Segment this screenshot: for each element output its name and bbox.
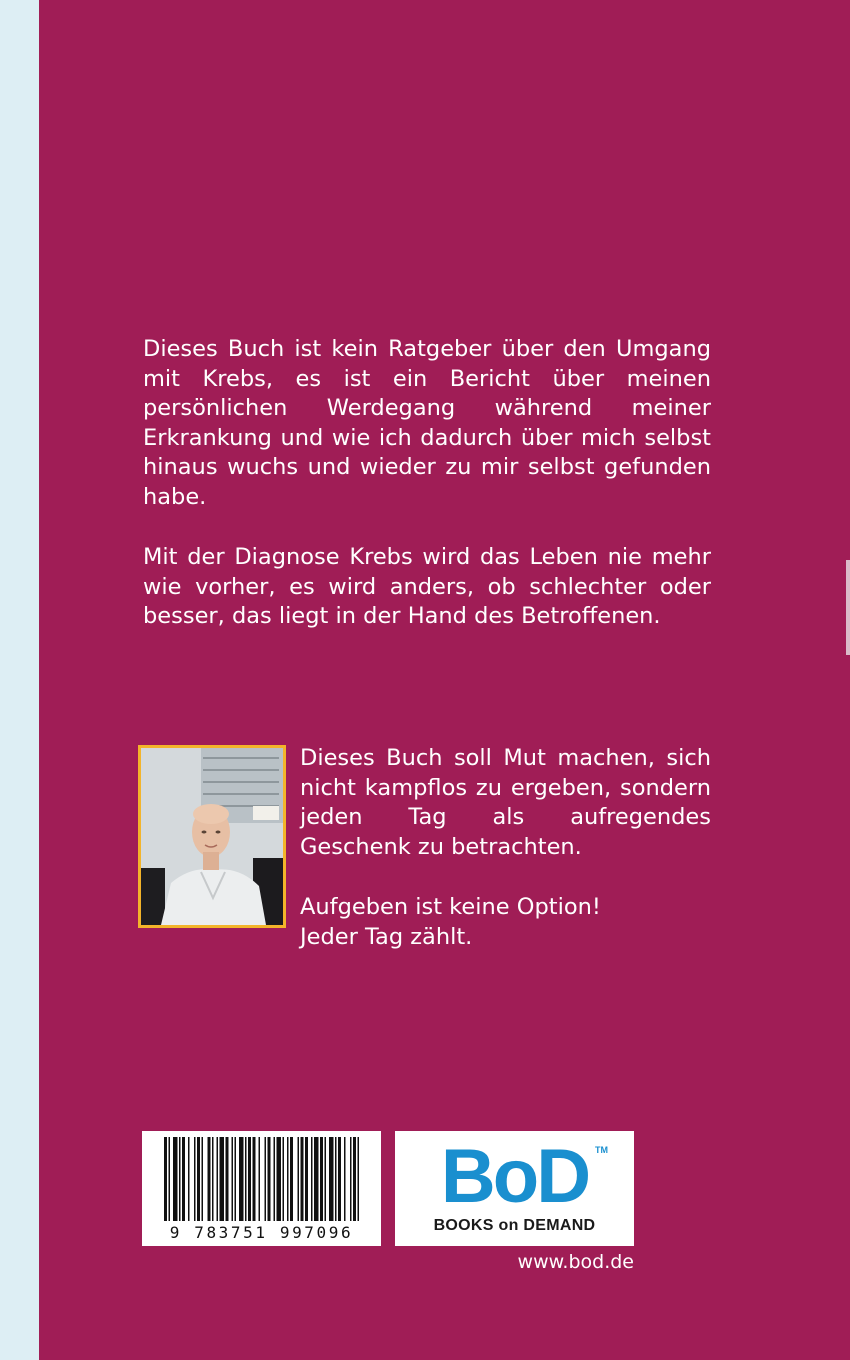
barcode-bar	[208, 1137, 211, 1221]
publisher-website[interactable]: www.bod.de	[517, 1251, 634, 1273]
barcode-bar	[164, 1137, 167, 1221]
barcode-bar	[188, 1137, 190, 1221]
barcode-bar	[169, 1137, 171, 1221]
logo-bod-text: BoD	[440, 1134, 589, 1219]
barcode-bar	[194, 1137, 196, 1221]
barcode-bar	[290, 1137, 293, 1221]
blurb-closing	[300, 893, 711, 952]
barcode-bar	[235, 1137, 237, 1221]
barcode-bar	[350, 1137, 352, 1221]
barcode-bar	[283, 1137, 285, 1221]
barcode-bar	[320, 1137, 323, 1221]
blurb-paragraph-1: Dieses Buch ist kein Ratgeber über den Umgang mit Krebs, es ist ein Bericht über meinen persönlichen Werdegang während meiner Erkrankung und wie ich dadurch über mich selbst hinaus wuchs und wieder zu mir selbst gefunden habe.	[143, 336, 711, 510]
barcode-bar	[287, 1137, 289, 1221]
barcode-bar	[248, 1137, 251, 1221]
barcode-bar	[353, 1137, 356, 1221]
barcode-bar	[217, 1137, 219, 1221]
barcode-bar	[220, 1137, 225, 1221]
logo-subtitle: BOOKS on DEMAND	[433, 1217, 596, 1234]
isbn-digits: 9 783751 997096	[169, 1223, 354, 1242]
barcode-bar	[301, 1137, 304, 1221]
cover-edge	[846, 560, 850, 655]
barcode-bar	[259, 1137, 261, 1221]
barcode-bar	[335, 1137, 337, 1221]
closing-line-1: Aufgeben ist keine Option!	[300, 894, 601, 920]
barcode-bar	[173, 1137, 178, 1221]
barcode-bar	[232, 1137, 234, 1221]
closing-line-2: Jeder Tag zählt.	[300, 923, 473, 950]
barcode-bar	[197, 1137, 200, 1221]
barcode-bar	[212, 1137, 214, 1221]
barcode-bar	[314, 1137, 319, 1221]
blurb-paragraph-3: Dieses Buch soll Mut machen, sich nicht kampflos zu ergeben, sondern jeden Tag als aufregendes Geschenk zu betrachten.	[300, 745, 711, 860]
barcode-bar	[202, 1137, 204, 1221]
author-photo	[138, 745, 286, 928]
barcode-bar	[274, 1137, 276, 1221]
isbn-barcode	[142, 1131, 381, 1246]
barcode-bar	[245, 1137, 247, 1221]
barcode-bar	[277, 1137, 282, 1221]
barcode-bar	[268, 1137, 271, 1221]
barcode-bar	[358, 1137, 360, 1221]
logo-trademark: TM	[595, 1145, 608, 1155]
barcode-bar	[329, 1137, 334, 1221]
barcode-bar	[311, 1137, 313, 1221]
barcode-bar	[344, 1137, 346, 1221]
blurb-paragraph-2: Mit der Diagnose Krebs wird das Leben nie mehr wie vorher, es wird anders, ob schlechter oder besser, das liegt in der Hand des Betroffenen.	[143, 544, 711, 630]
barcode-bar	[239, 1137, 244, 1221]
barcode-bar	[305, 1137, 308, 1221]
barcode-bar	[265, 1137, 267, 1221]
barcode-bar	[226, 1137, 229, 1221]
barcode-bar	[298, 1137, 300, 1221]
barcode-bar	[338, 1137, 341, 1221]
barcode-bar	[325, 1137, 327, 1221]
barcode-bar	[179, 1137, 181, 1221]
publisher-logo	[395, 1131, 634, 1246]
book-spine	[0, 0, 39, 1360]
barcode-bar	[253, 1137, 256, 1221]
barcode-bar	[182, 1137, 185, 1221]
